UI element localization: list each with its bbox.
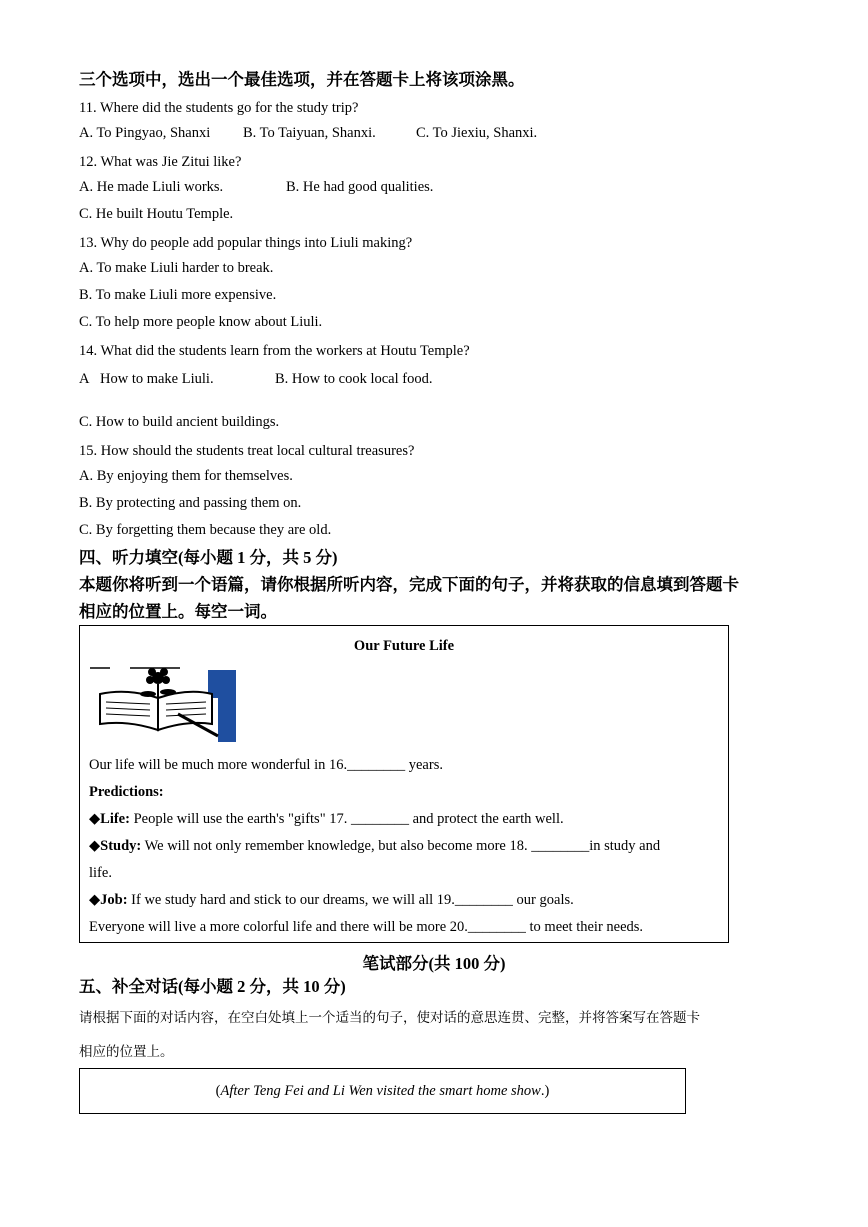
option-12b: B. He had good qualities. <box>286 179 434 195</box>
section3-instruction: 三个选项中，选出一个最佳选项，并在答题卡上将该项涂黑。 <box>79 70 525 89</box>
book-flower-illustration <box>88 664 238 744</box>
option-11a: A. To Pingyao, Shanxi <box>79 125 211 141</box>
context-open: ( <box>215 1082 221 1099</box>
option-11c: C. To Jiexiu, Shanxi. <box>416 125 538 141</box>
life-label: ◆Life: <box>89 811 130 827</box>
option-15b: B. By protecting and passing them on. <box>79 495 302 511</box>
box-line-16: Our life will be much more wonderful in 16.________ years. <box>89 757 443 773</box>
study-text: We will not only remember knowledge, but also become more 18. ________in study and <box>141 838 661 854</box>
prediction-study-cont: life. <box>89 865 112 881</box>
section5-heading: 五、补全对话(每小题 2 分，共 10 分) <box>79 977 346 996</box>
option-15c: C. By forgetting them because they are old. <box>79 522 332 538</box>
box-title: Our Future Life <box>353 638 455 654</box>
box-last-line: Everyone will live a more colorful life and there will be more 20.________ to meet their needs. <box>89 919 644 935</box>
section4-instruction-2: 相应的位置上。每空一词。 <box>79 602 277 621</box>
option-13a: A. To make Liuli harder to break. <box>79 260 274 276</box>
life-text: People will use the earth's "gifts" 17. ________ and protect the earth well. <box>129 811 564 827</box>
option-14a-letter: A <box>79 371 90 387</box>
job-text: If we study hard and stick to our dreams, we will all 19.________ our goals. <box>127 892 574 908</box>
option-13c: C. To help more people know about Liuli. <box>79 314 323 330</box>
context-close: .) <box>540 1082 550 1099</box>
option-14a: How to make Liuli. <box>100 371 214 387</box>
dialogue-context-box <box>79 1068 686 1114</box>
predictions-label: Predictions: <box>89 784 164 800</box>
question-14: 14. What did the students learn from the workers at Houtu Temple? <box>79 343 470 359</box>
option-14c: C. How to build ancient buildings. <box>79 414 280 430</box>
section5-instruction-2: 相应的位置上。 <box>79 1044 174 1060</box>
option-15a: A. By enjoying them for themselves. <box>79 468 293 484</box>
option-12a: A. He made Liuli works. <box>79 179 224 195</box>
context-text: After Teng Fei and Li Wen visited the smart home show <box>220 1082 541 1099</box>
study-label: ◆Study: <box>89 838 142 854</box>
question-15: 15. How should the students treat local cultural treasures? <box>79 443 415 459</box>
option-11b: B. To Taiyuan, Shanxi. <box>243 125 376 141</box>
written-part-heading: 笔试部分(共 100 分) <box>362 954 506 973</box>
question-11: 11. Where did the students go for the study trip? <box>79 100 359 116</box>
section5-instruction-1: 请根据下面的对话内容，在空白处填上一个适当的句子，使对话的意思连贯、完整，并将答案写在答题卡 <box>79 1010 700 1026</box>
listening-box <box>79 625 729 943</box>
option-13b: B. To make Liuli more expensive. <box>79 287 277 303</box>
prediction-job <box>89 890 574 910</box>
question-12: 12. What was Jie Zitui like? <box>79 154 242 170</box>
option-14b: B. How to cook local food. <box>275 371 433 387</box>
option-12c: C. He built Houtu Temple. <box>79 206 234 222</box>
prediction-life <box>89 809 564 829</box>
question-13: 13. Why do people add popular things into Liuli making? <box>79 235 413 251</box>
section4-instruction-1: 本题你将听到一个语篇，请你根据所听内容，完成下面的句子，并将获取的信息填到答题卡 <box>79 575 739 594</box>
job-label: ◆Job: <box>89 892 128 908</box>
prediction-study <box>89 836 660 856</box>
section4-heading: 四、听力填空(每小题 1 分，共 5 分) <box>79 548 338 567</box>
